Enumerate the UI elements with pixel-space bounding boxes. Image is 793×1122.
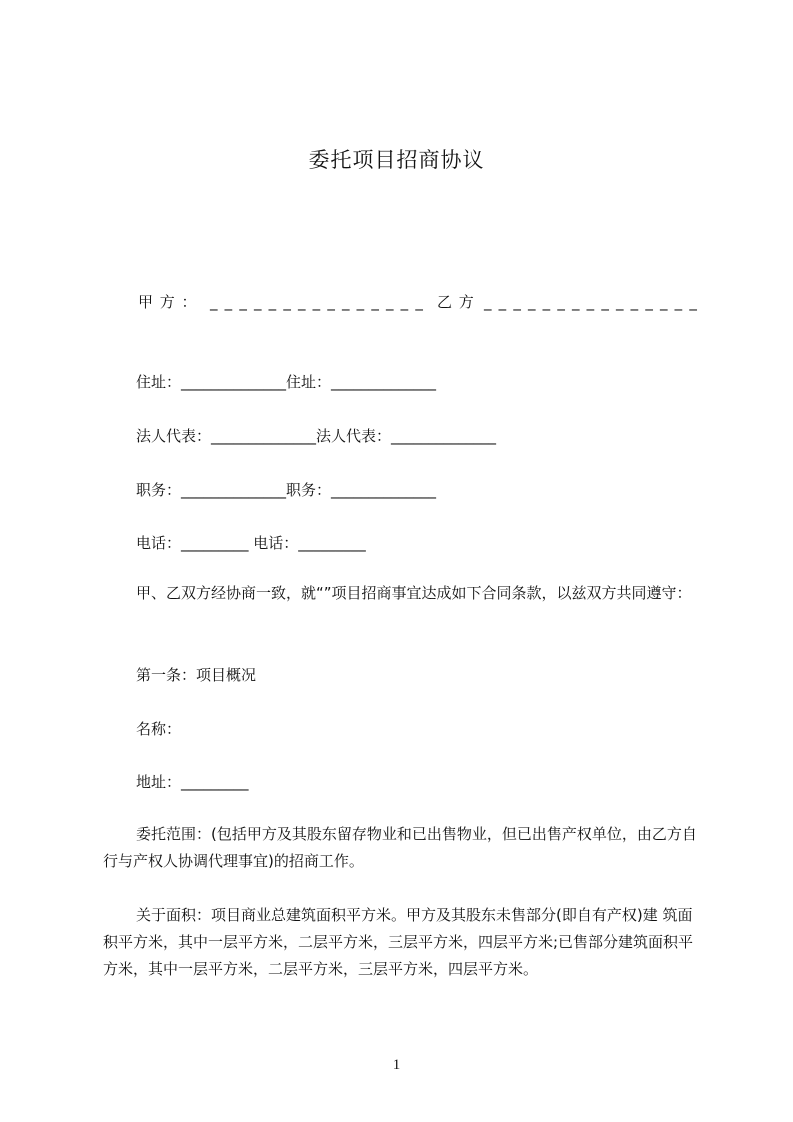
page-number: 1 [392,1057,401,1073]
legal-rep-line: 法人代表：______________法人代表：______________ [136,427,497,445]
project-name-line: 名称： [136,720,182,738]
scope-paragraph: 委托范围：(包括甲方及其股东留存物业和已出售物业，但已出售产权单位，由乙方自行与产权人协调代理事宜)的招商工作。 [103,825,697,870]
area-paragraph: 关于面积：项目商业总建筑面积平方米。甲方及其股东未售部分(即自有产权)建 筑面积平方米，其中一层平方米，二层平方米，三层平方米，四层平方米;已售部分建筑面积平方米，其中一层平方米，二层平方米，三层平方米，四层平方米。 [103,906,694,978]
party-a-blank: _ _ _ _ _ _ _ _ _ _ _ _ _ _ _ [210,293,425,311]
party-a-label: 甲 方 ： [138,293,198,311]
phone-line: 电话：_________ 电话：_________ [136,534,366,552]
project-address-line: 地址：_________ [136,773,249,791]
party-b-blank: _ _ _ _ _ _ _ _ _ _ _ _ _ _ _ [484,293,699,311]
article1-heading: 第一条：项目概况 [136,666,257,684]
party-b-label: 乙 方 [437,293,475,311]
address-line: 住址：______________住址：______________ [136,373,437,391]
position-line: 职务：______________职务：______________ [136,481,437,499]
intro-paragraph: 甲、乙双方经协商一致，就“”项目招商事宜达成如下合同条款，以兹双方共同遵守： [136,584,692,602]
document-title: 委托项目招商协议 [308,148,485,172]
